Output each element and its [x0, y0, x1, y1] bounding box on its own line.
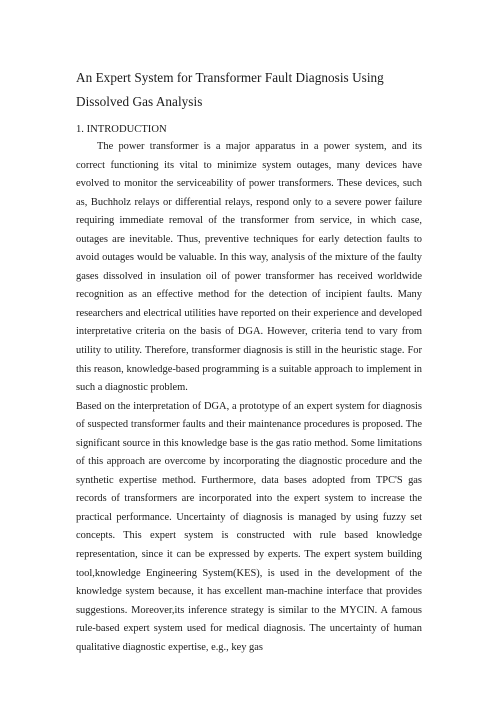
paragraph-2: Based on the interpretation of DGA, a prototype of an expert system for diagnosis of suspected transformer faults and their maintenance procedures is proposed. The significant source in this knowledge base is the gas ratio method. Some limitations of this approach are overcome by incorporating the diagnostic procedure and the synthetic expertise method. Furthermore, data bases adopted from TPC'S gas records of transformers are incorporated into the expert system to increase the practical performance. Uncertainty of diagnosis is managed by using fuzzy set concepts. This expert system is constructed with rule based knowledge representation, since it can be expressed by experts. The expert system building tool,knowledge Engineering System(KES), is used in the development of the knowledge system because, it has excellent man-machine interface that provides suggestions. Moreover,its inference strategy is similar to the MYCIN. A famous rule-based expert system used for medical diagnosis. The uncertainty of human qualitative diagnostic expertise, e.g., key gas	[76, 400, 422, 653]
body-text	[76, 138, 422, 657]
section-heading: 1. INTRODUCTION	[76, 124, 167, 135]
document-title: An Expert System for Transformer Fault Diagnosis Using Dissolved Gas Analysis	[76, 70, 384, 109]
paragraph-1: The power transformer is a major apparatus in a power system, and its correct functioning its vital to minimize system outages, many devices have evolved to monitor the serviceability of power transformers. These devices, such as, Buchholz relays or differential relays, respond only to a severe power failure requiring immediate removal of the transformer from service, in which case, outages are inevitable. Thus, preventive techniques for early detection faults to avoid outages would be valuable. In this way, analysis of the mixture of the faulty gases dissolved in insulation oil of power transformer has received worldwide recognition as an effective method for the detection of incipient faults. Many researchers and electrical utilities have reported on their experience and developed interpretative criteria on the basis of DGA. However, criteria tend to vary from utility to utility. Therefore, transformer diagnosis is still in the heuristic stage. For this reason, knowledge-based programming is a suitable approach to implement in such a diagnostic problem.	[76, 141, 422, 394]
